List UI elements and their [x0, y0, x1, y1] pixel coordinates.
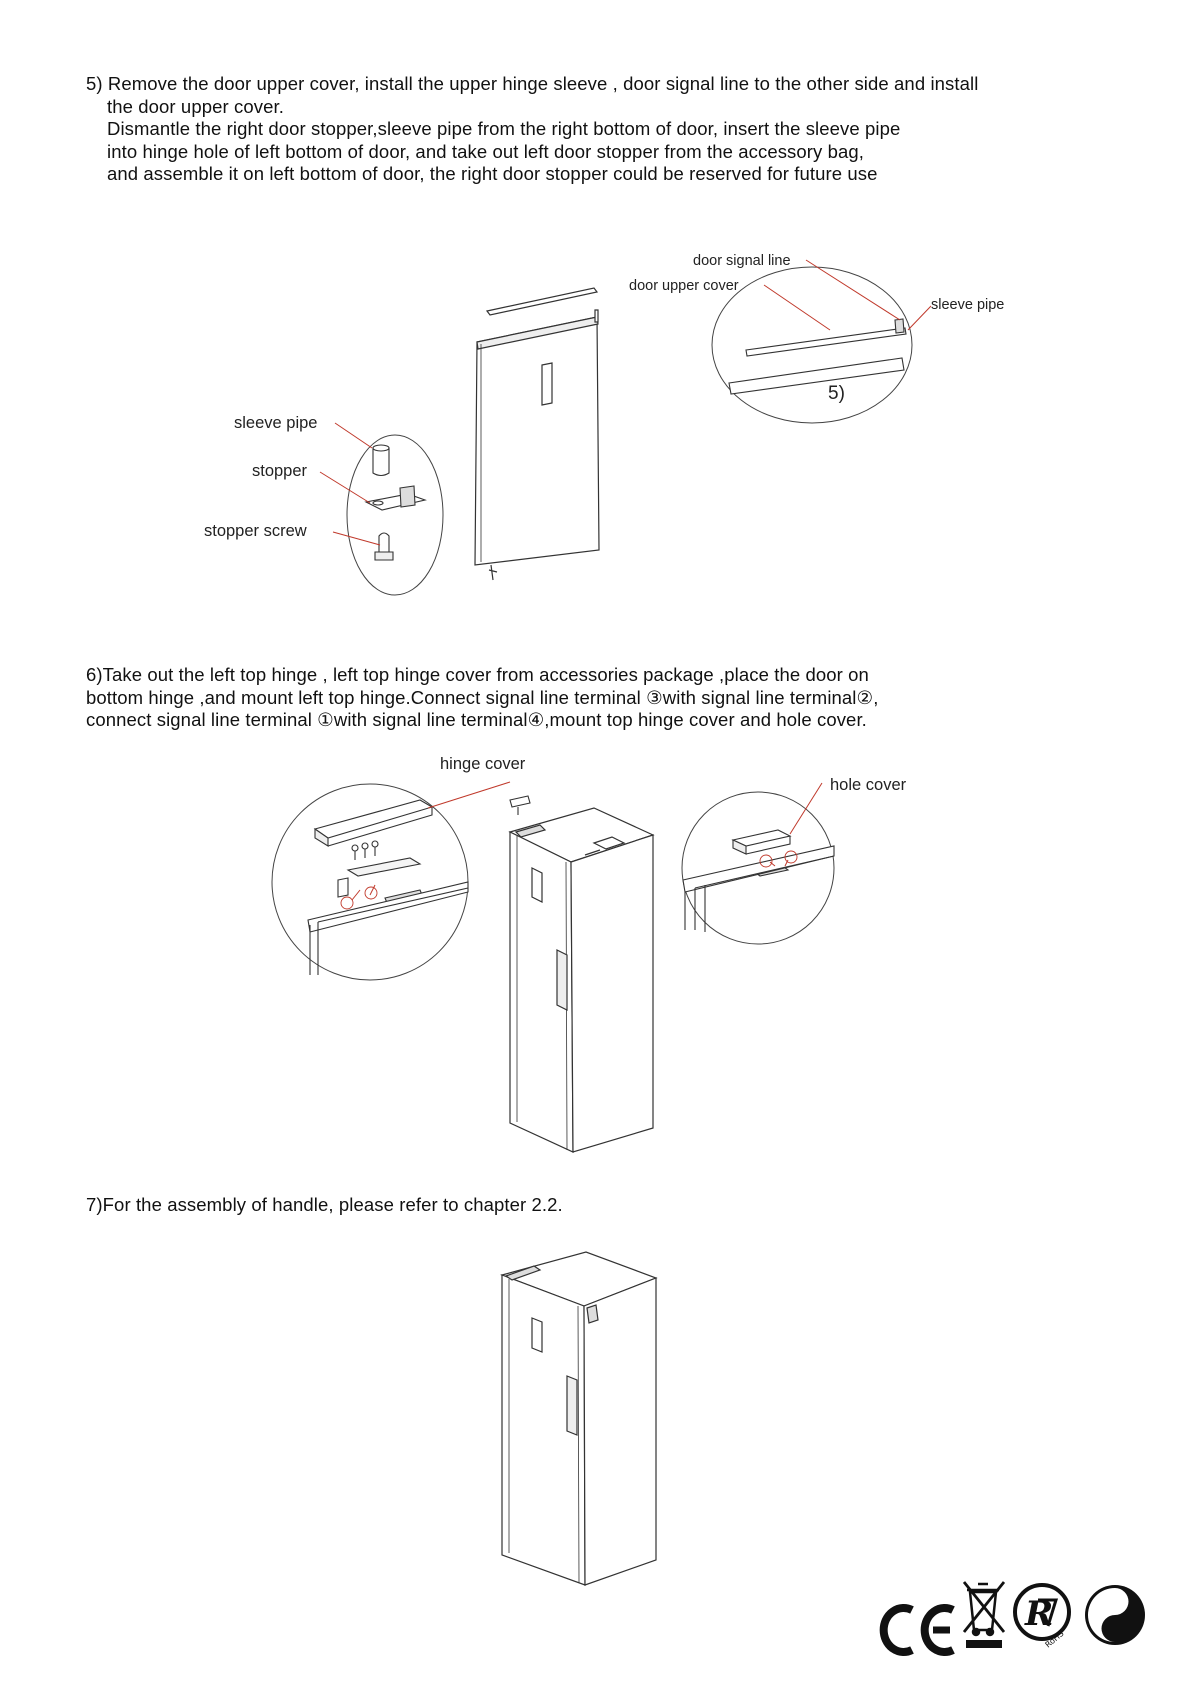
cert-marks-svg — [870, 1570, 1160, 1660]
step-6-line-1: 6)Take out the left top hinge , left top hinge cover from accessories package ,place the door on — [86, 664, 869, 685]
weee-bin-icon — [964, 1582, 1004, 1648]
green-dot-icon — [1085, 1585, 1145, 1645]
rohs-text: RoHS — [1043, 1629, 1066, 1650]
label-door-signal-line: door signal line — [693, 253, 791, 269]
label-stopper-screw: stopper screw — [204, 522, 307, 540]
label-door-upper-cover: door upper cover — [629, 278, 739, 294]
certification-marks — [870, 1570, 1160, 1660]
step-5-line-2: the door upper cover. — [107, 95, 284, 117]
rohs-icon — [1015, 1585, 1069, 1650]
label-hinge-cover: hinge cover — [440, 755, 526, 773]
step-5-line-1: 5) Remove the door upper cover, install the upper hinge sleeve , door signal line to the other side and install — [86, 73, 979, 94]
step-6-line-3: connect signal line terminal ①with signal line terminal④,mount top hinge cover and hole cover. — [86, 709, 867, 730]
label-sleeve-pipe-top: sleeve pipe — [931, 297, 1005, 313]
step-5-line-5: and assemble it on left bottom of door, the right door stopper could be reserved for future use — [107, 163, 878, 184]
svg-text:R: R — [1025, 1594, 1054, 1634]
label-stopper: stopper — [252, 462, 308, 480]
fridge-complete — [502, 1252, 656, 1585]
step-5-line-3: Dismantle the right door stopper,sleeve pipe from the right bottom of door, insert the sleeve pipe — [107, 118, 901, 139]
ce-mark-icon — [884, 1608, 953, 1652]
step-7-line-1: 7)For the assembly of handle, please refer to chapter 2.2. — [86, 1194, 563, 1215]
step-5-line-4: into hinge hole of left bottom of door, and take out left door stopper from the accessory bag, — [107, 140, 865, 162]
label-sleeve-pipe: sleeve pipe — [234, 414, 318, 432]
figure-number-5: 5) — [828, 383, 845, 404]
label-hole-cover: hole cover — [830, 776, 907, 794]
step-6-line-2: bottom hinge ,and mount left top hinge.Connect signal line terminal ③with signal line terminal②, — [86, 686, 879, 708]
